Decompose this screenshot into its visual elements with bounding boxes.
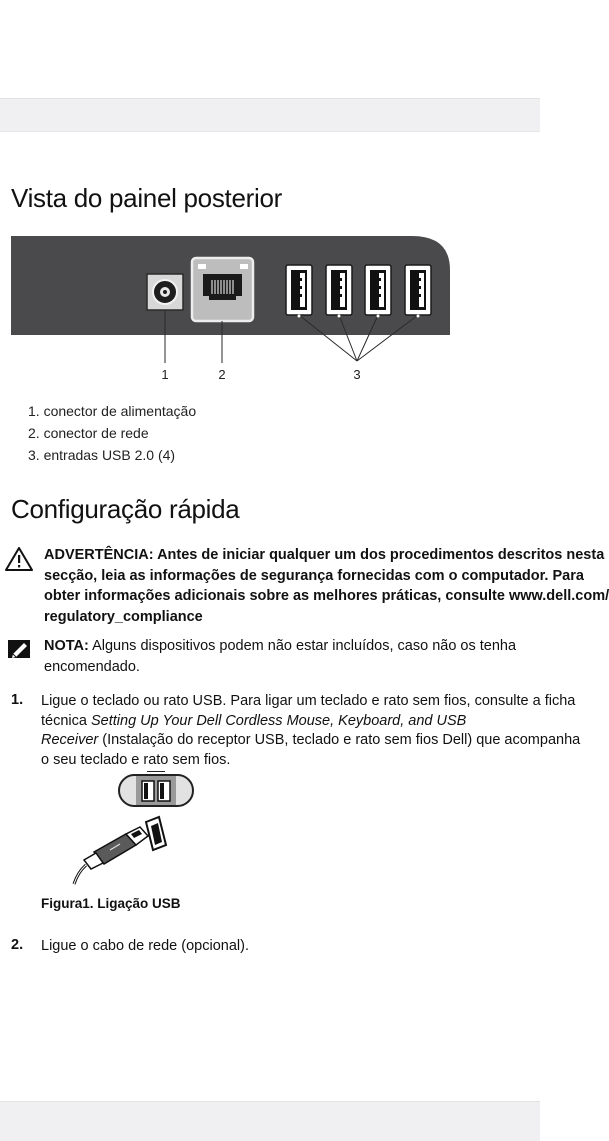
top-bar bbox=[0, 0, 540, 99]
note-text: NOTA: Alguns dispositivos podem não estar incluídos, caso não os tenha encomendado. bbox=[44, 638, 517, 675]
usb-port-icon-3 bbox=[365, 265, 391, 315]
rear-panel-diagram bbox=[0, 230, 460, 390]
warning-text: ADVERTÊNCIA: Antes de iniciar qualquer um dos procedimentos descritos nesta secção, leia as informações de segurança fornecidas com o computador. Para obter informações adicionais sobre as melhores práticas, consulte www.dell.com/ regulatory_compliance bbox=[44, 547, 609, 625]
warning-label: ADVERTÊNCIA: bbox=[44, 547, 154, 563]
figure-caption: Figura1. Ligação USB bbox=[41, 896, 181, 911]
note-pencil-icon bbox=[7, 638, 33, 660]
usb-plug-icon bbox=[74, 827, 148, 884]
step-number: 2. bbox=[11, 937, 24, 953]
usb-port-icon-1 bbox=[286, 265, 312, 315]
network-connector-icon bbox=[192, 258, 253, 321]
power-connector-icon bbox=[147, 274, 183, 310]
bottom-bar bbox=[0, 1101, 540, 1141]
legend-item: 1. conector de alimentação bbox=[28, 403, 197, 419]
usb-connection-figure bbox=[60, 772, 200, 890]
callout-2: 2 bbox=[218, 367, 226, 382]
section-title-rear-panel: Vista do painel posterior bbox=[11, 183, 282, 213]
usb-port-icon-2 bbox=[326, 265, 352, 315]
usb-port-icon-4 bbox=[405, 265, 431, 315]
callout-1: 1 bbox=[161, 367, 169, 382]
step-text: Ligue o cabo de rede (opcional). bbox=[41, 938, 249, 954]
legend-item: 2. conector de rede bbox=[28, 425, 149, 441]
step-number: 1. bbox=[11, 692, 24, 708]
warning-icon bbox=[4, 546, 34, 572]
step-text: Ligue o teclado ou rato USB. Para ligar um teclado e rato sem fios, consulte a ficha técnica Setting Up Your Dell Cordless Mouse, Keyboard, and USB Receiver (Instalação do receptor USB, teclado e rato sem fios Dell) que acompanha o seu teclado e rato sem fios. bbox=[41, 693, 581, 768]
section-title-quick-setup: Configuração rápida bbox=[11, 494, 240, 524]
callout-3: 3 bbox=[353, 367, 361, 382]
connector-legend bbox=[28, 400, 196, 466]
section-divider bbox=[0, 99, 540, 132]
legend-item: 3. entradas USB 2.0 (4) bbox=[28, 447, 176, 463]
usb-receptacle-icon bbox=[146, 817, 166, 850]
note-label: NOTA: bbox=[44, 638, 89, 654]
